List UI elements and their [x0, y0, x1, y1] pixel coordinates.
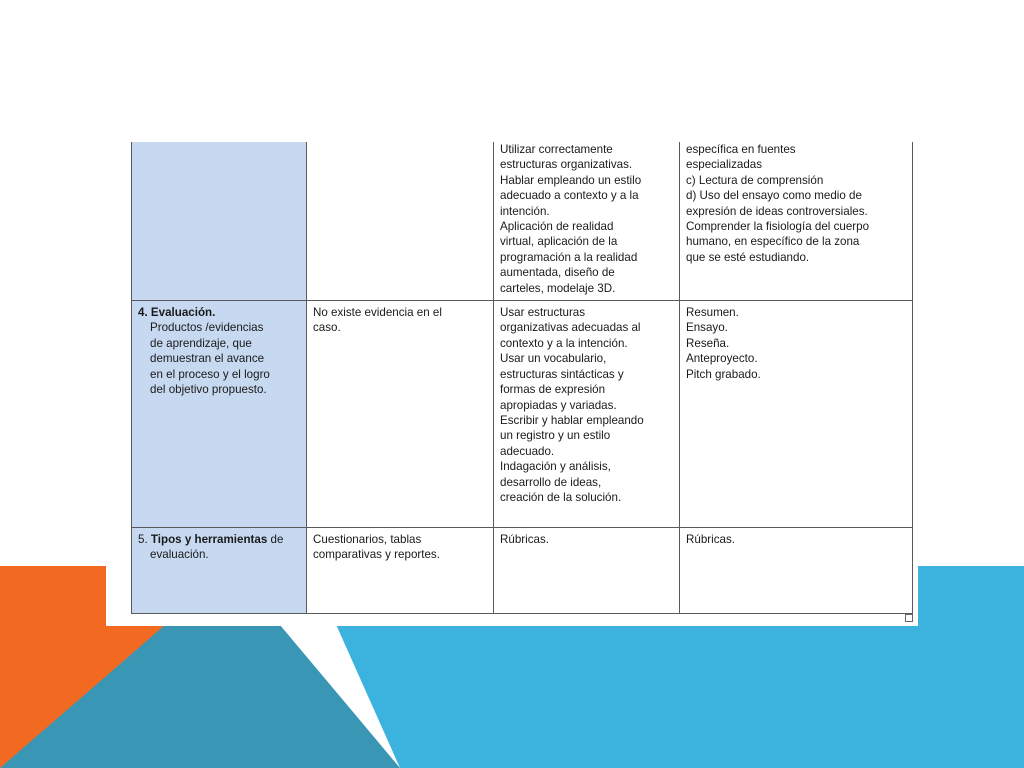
table-image[interactable] [106, 142, 918, 626]
row-number: 5. [138, 533, 151, 547]
table-cell [680, 142, 913, 301]
cell-text: Usar estructuras organizativas adecuadas al contexto y a la intención. Usar un vocabulario, estructuras sintácticas y formas de expresión apropiadas y variadas. Escribir y hablar empleando un registro y un estilo adecuado. Indagación y análisis, desarrollo de ideas, creación de la solución. [500, 306, 644, 504]
row-title [138, 532, 301, 547]
left-cell-empty [132, 142, 307, 301]
cell-text: No existe evidencia en el caso. [313, 306, 442, 335]
table-cell [307, 528, 494, 614]
table-cell [494, 301, 680, 528]
resize-handle[interactable] [905, 614, 913, 622]
row-header-evaluacion [132, 301, 307, 528]
table-cell [494, 142, 680, 301]
evaluation-table [131, 142, 913, 614]
cell-text: específica en fuentes especializadas c) Lectura de comprensión d) Uso del ensayo como medio de expresión de ideas controversiales. Comprender la fisiología del cuerpo humano, en específico de la zona que se esté estudiando. [686, 143, 870, 264]
table-cell [307, 142, 494, 301]
row-description: Productos /evidencias de aprendizaje, que demuestran el avance en el proceso y el logro del objetivo propuesto. [150, 321, 270, 397]
table-cell [680, 528, 913, 614]
cell-text: Cuestionarios, tablas comparativas y reportes. [313, 533, 440, 562]
row-title-suffix: de [267, 533, 284, 547]
row-title: 4. Evaluación. [138, 306, 216, 320]
cell-text: Utilizar correctamente estructuras organizativas. Hablar empleando un estilo adecuado a contexto y a la intención. Aplicación de realidad virtual, aplicación de la programación a la realidad aumentada, diseño de carteles, modelaje 3D. [500, 143, 642, 295]
row-header-tipos [132, 528, 307, 614]
table-row [132, 142, 913, 301]
row-title-bold: Tipos y herramientas [150, 533, 268, 547]
table-row [132, 301, 913, 528]
table-cell [680, 301, 913, 528]
cell-text: Rúbricas. [500, 533, 549, 547]
row-title-second-line: evaluación. [150, 548, 209, 562]
table-cell [307, 301, 494, 528]
table-row [132, 528, 913, 614]
cell-text: Resumen. Ensayo. Reseña. Anteproyecto. Pitch grabado. [686, 306, 761, 381]
table-cell [494, 528, 680, 614]
cell-text: Rúbricas. [686, 533, 735, 547]
